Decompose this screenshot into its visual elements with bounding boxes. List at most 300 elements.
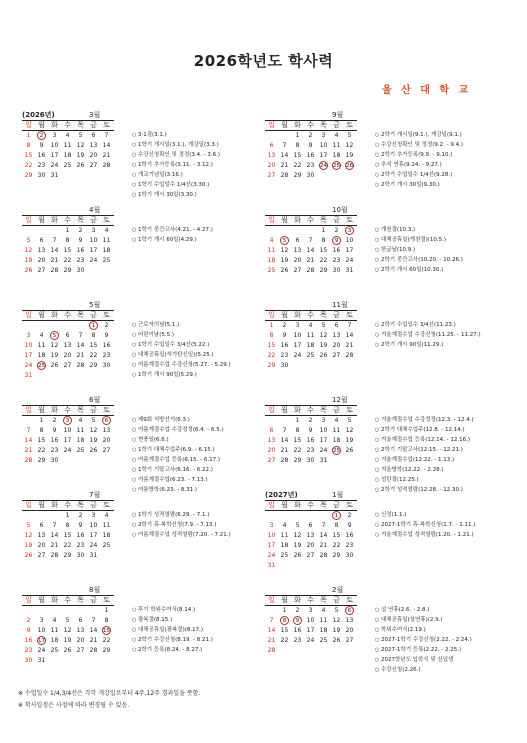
day-number: 31	[37, 657, 46, 664]
day-cell	[278, 151, 291, 161]
week-row	[22, 236, 114, 246]
day-number: 25	[76, 447, 85, 454]
day-cell	[48, 551, 61, 561]
day-number: 6	[65, 332, 70, 339]
weekday-label: 금	[90, 121, 97, 129]
weekday-label: 금	[333, 596, 340, 604]
day-cell	[22, 626, 35, 636]
month-block	[22, 110, 262, 198]
day-cell	[87, 266, 100, 276]
event-item: ○ 2학기 대체수업주(12.8. - 12.14.)	[375, 425, 525, 435]
day-cell	[74, 171, 87, 181]
day-number: 10	[24, 342, 33, 349]
day-number: 22	[280, 637, 289, 644]
day-cell	[265, 141, 278, 151]
day-number: 20	[76, 637, 85, 644]
day-number: 30	[332, 267, 341, 274]
day-cell	[74, 256, 87, 266]
day-cell	[265, 636, 278, 646]
day-cell	[291, 141, 304, 151]
day-number: 2	[26, 617, 31, 624]
day-cell	[343, 541, 356, 551]
day-number: 17	[345, 247, 354, 254]
day-cell	[48, 521, 61, 531]
day-cell	[265, 426, 278, 436]
day-cell	[87, 341, 100, 351]
weekday-label: 월	[281, 406, 288, 414]
day-number: 4	[269, 237, 274, 244]
day-cell	[48, 321, 61, 331]
day-cell	[291, 321, 304, 331]
month-block	[265, 395, 505, 493]
day-cell	[35, 246, 48, 256]
day-number: 26	[293, 552, 302, 559]
day-number: 24	[320, 163, 327, 169]
day-cell	[87, 541, 100, 551]
day-number: 15	[267, 342, 276, 349]
day-cell	[317, 266, 330, 276]
week-row	[265, 626, 357, 636]
day-cell	[87, 361, 100, 371]
day-cell	[343, 446, 356, 456]
event-item: ○ 대체공휴일(광복절)(8.17.)	[132, 625, 282, 635]
day-cell	[22, 161, 35, 171]
day-cell	[304, 246, 317, 256]
day-cell	[87, 636, 100, 646]
day-number: 19	[332, 627, 341, 634]
day-number: 21	[50, 542, 59, 549]
weekday-label: 일	[268, 501, 275, 509]
weekday-label: 월	[38, 596, 45, 604]
weekday-label: 수	[307, 596, 314, 604]
week-row	[265, 131, 357, 141]
event-item: ○ 2학기 수업일수 3/4선(11.23.)	[375, 320, 525, 330]
day-cell	[100, 521, 113, 531]
day-number: 5	[26, 237, 31, 244]
day-number: 29	[102, 647, 111, 654]
day-cell	[48, 656, 61, 666]
day-cell	[304, 646, 317, 656]
weekday-label: 금	[90, 311, 97, 319]
day-cell	[74, 361, 87, 371]
day-cell	[265, 246, 278, 256]
day-number: 17	[267, 542, 276, 549]
day-cell	[61, 646, 74, 656]
day-number: 23	[332, 257, 341, 264]
day-cell	[291, 151, 304, 161]
day-cell	[100, 226, 113, 236]
event-item: ○ 수강신청(2.26.)	[375, 665, 525, 675]
day-number: 31	[319, 457, 328, 464]
day-number: 21	[319, 542, 328, 549]
day-number: 28	[50, 552, 59, 559]
month-block	[265, 585, 505, 673]
month-calendar	[22, 310, 114, 381]
day-cell	[100, 351, 113, 361]
day-cell	[100, 131, 113, 141]
month-header	[265, 490, 505, 500]
month-calendar	[22, 500, 114, 561]
day-number: 22	[63, 542, 72, 549]
day-cell	[35, 606, 48, 616]
day-number: 19	[293, 542, 302, 549]
day-cell	[317, 551, 330, 561]
day-cell	[265, 226, 278, 236]
day-number: 15	[280, 627, 289, 634]
month-header	[22, 110, 262, 120]
day-cell	[22, 141, 35, 151]
university-name: 울 산 대 학 교	[382, 85, 472, 96]
day-cell	[265, 256, 278, 266]
day-number: 6	[345, 606, 354, 615]
day-cell	[330, 606, 343, 616]
event-item: ○ 2학기 휴·복학신청(7.9. - 7.13.)	[132, 520, 282, 530]
day-number: 24	[345, 257, 354, 264]
week-row	[22, 521, 114, 531]
day-cell	[317, 561, 330, 571]
day-cell	[22, 656, 35, 666]
day-cell	[343, 626, 356, 636]
day-cell	[343, 161, 356, 171]
day-number: 20	[306, 542, 315, 549]
day-cell	[278, 161, 291, 171]
week-row	[265, 531, 357, 541]
day-cell	[87, 141, 100, 151]
day-number: 20	[63, 352, 72, 359]
day-cell	[35, 541, 48, 551]
day-number: 19	[319, 342, 328, 349]
week-row	[265, 236, 357, 246]
day-number: 22	[37, 447, 46, 454]
event-item: ○ 여름계절수업 등록(6.15. - 6.17.)	[132, 455, 282, 465]
day-number: 15	[89, 342, 98, 349]
day-cell	[317, 616, 330, 626]
day-cell	[291, 626, 304, 636]
weekday-label: 금	[90, 596, 97, 604]
day-cell	[100, 256, 113, 266]
day-cell	[291, 646, 304, 656]
week-row	[265, 561, 357, 571]
day-cell	[330, 361, 343, 371]
day-number: 7	[321, 522, 326, 529]
weekday-label: 일	[268, 121, 275, 129]
day-cell	[22, 131, 35, 141]
day-cell	[61, 331, 74, 341]
day-cell	[87, 511, 100, 521]
day-number: 9	[52, 427, 57, 434]
day-cell	[278, 341, 291, 351]
day-cell	[317, 226, 330, 236]
day-number: 28	[319, 552, 328, 559]
day-cell	[304, 256, 317, 266]
day-number: 13	[267, 437, 276, 444]
day-cell	[61, 446, 74, 456]
day-number: 18	[332, 152, 341, 159]
week-row	[22, 656, 114, 666]
event-item: ○ 개교기념일(3.16.)	[132, 170, 282, 180]
day-cell	[87, 521, 100, 531]
day-cell	[61, 606, 74, 616]
event-item: ○ 대체공휴일(설연휴)(2.9.)	[375, 615, 525, 625]
week-row	[22, 351, 114, 361]
day-cell	[343, 341, 356, 351]
day-cell	[330, 426, 343, 436]
week-row	[22, 141, 114, 151]
day-cell	[100, 266, 113, 276]
weekday-label: 화	[51, 406, 58, 414]
day-number: 5	[50, 331, 59, 340]
day-number: 30	[37, 172, 46, 179]
event-item: ○ 학위수여식(2.19.)	[375, 625, 525, 635]
day-cell	[48, 426, 61, 436]
day-number: 10	[50, 142, 59, 149]
day-cell	[87, 656, 100, 666]
month-label: 12월	[332, 396, 348, 404]
month-header	[22, 585, 262, 595]
event-item: ○ 1학기 중간고사(4.21. - 4.27.)	[132, 225, 282, 235]
week-row	[22, 636, 114, 646]
day-number: 12	[50, 342, 59, 349]
day-number: 20	[267, 447, 276, 454]
week-row	[22, 256, 114, 266]
day-number: 28	[89, 647, 98, 654]
day-number: 25	[306, 352, 315, 359]
day-number: 24	[267, 552, 276, 559]
day-number: 8	[295, 427, 300, 434]
day-cell	[278, 266, 291, 276]
week-row	[22, 436, 114, 446]
day-number: 7	[91, 617, 96, 624]
day-cell	[48, 226, 61, 236]
weekday-row	[265, 595, 357, 606]
day-number: 15	[293, 152, 302, 159]
day-cell	[100, 171, 113, 181]
day-cell	[291, 616, 304, 626]
weekday-label: 수	[64, 311, 71, 319]
day-cell	[330, 266, 343, 276]
day-cell	[48, 511, 61, 521]
event-item: ○ 설 연휴(2.6. - 2.8.)	[375, 605, 525, 615]
day-cell	[265, 161, 278, 171]
day-cell	[343, 171, 356, 181]
day-number: 11	[76, 427, 85, 434]
event-item: ○ 2학기 중간고사(10.20. - 10.26.)	[375, 255, 525, 265]
day-number: 28	[306, 267, 315, 274]
day-cell	[343, 636, 356, 646]
month-label: 8월	[89, 586, 101, 594]
day-cell	[278, 646, 291, 656]
event-item: ○ 겨울계절수업 수강정정(12.3. - 12.4.)	[375, 415, 525, 425]
day-cell	[278, 321, 291, 331]
day-cell	[317, 141, 330, 151]
month-header	[265, 585, 505, 595]
weekday-label: 화	[294, 311, 301, 319]
day-number: 6	[334, 322, 339, 329]
day-cell	[61, 626, 74, 636]
day-cell	[304, 456, 317, 466]
week-row	[22, 226, 114, 236]
day-number: 7	[26, 427, 31, 434]
weekday-label: 화	[294, 501, 301, 509]
day-number: 18	[102, 247, 111, 254]
day-cell	[35, 646, 48, 656]
day-cell	[278, 331, 291, 341]
week-row	[22, 531, 114, 541]
day-cell	[22, 426, 35, 436]
day-cell	[100, 646, 113, 656]
day-cell	[100, 616, 113, 626]
day-number: 12	[332, 617, 341, 624]
day-number: 8	[295, 142, 300, 149]
day-number: 3	[308, 607, 313, 614]
event-item: ○ 여름계절수업 수강신청(5.27. - 5.29.)	[132, 360, 282, 370]
day-cell	[48, 131, 61, 141]
weekday-label: 화	[51, 121, 58, 129]
day-cell	[22, 446, 35, 456]
day-number: 24	[89, 257, 98, 264]
day-number: 30	[76, 552, 85, 559]
day-cell	[61, 416, 74, 426]
day-number: 21	[76, 352, 85, 359]
day-number: 26	[346, 163, 353, 169]
day-number: 9	[308, 427, 313, 434]
day-cell	[343, 521, 356, 531]
day-cell	[304, 521, 317, 531]
day-cell	[48, 626, 61, 636]
day-number: 10	[267, 532, 276, 539]
day-number: 1	[295, 417, 300, 424]
day-cell	[87, 436, 100, 446]
day-number: 29	[332, 552, 341, 559]
day-cell	[317, 131, 330, 141]
event-list	[132, 605, 282, 655]
day-number: 23	[24, 647, 33, 654]
weekday-label: 토	[346, 596, 353, 604]
day-number: 15	[37, 437, 46, 444]
day-number: 5	[26, 522, 31, 529]
day-number: 17	[24, 352, 33, 359]
week-row	[265, 341, 357, 351]
day-number: 12	[24, 532, 33, 539]
month-calendar	[265, 595, 357, 656]
day-number: 5	[321, 322, 326, 329]
day-number: 6	[269, 427, 274, 434]
day-cell	[100, 446, 113, 456]
day-cell	[343, 416, 356, 426]
day-cell	[35, 656, 48, 666]
day-number: 19	[24, 257, 33, 264]
day-cell	[304, 141, 317, 151]
day-cell	[278, 511, 291, 521]
day-number: 1	[269, 322, 274, 329]
day-number: 27	[345, 637, 354, 644]
day-cell	[100, 531, 113, 541]
day-cell	[278, 226, 291, 236]
day-cell	[304, 561, 317, 571]
weekday-label: 토	[346, 311, 353, 319]
day-cell	[291, 551, 304, 561]
weekday-label: 수	[307, 406, 314, 414]
day-number: 8	[269, 332, 274, 339]
day-number: 29	[293, 457, 302, 464]
day-cell	[317, 151, 330, 161]
event-item: ○ 1학기 개시 60일(4.29.)	[132, 235, 282, 245]
day-cell	[330, 161, 343, 171]
day-cell	[317, 416, 330, 426]
event-item: ○ 2학기 성적열람(12.28. - 12.30.)	[375, 485, 525, 495]
weekday-row	[265, 500, 357, 511]
weekday-label: 일	[268, 596, 275, 604]
day-number: 15	[319, 247, 328, 254]
day-number: 12	[63, 627, 72, 634]
week-row	[265, 426, 357, 436]
day-cell	[278, 436, 291, 446]
week-row	[265, 446, 357, 456]
day-cell	[304, 436, 317, 446]
day-cell	[22, 321, 35, 331]
day-cell	[48, 361, 61, 371]
day-cell	[100, 141, 113, 151]
day-number: 2	[78, 512, 83, 519]
event-item: ○ 개천절(10.3.)	[375, 225, 525, 235]
day-number: 31	[89, 552, 98, 559]
weekday-label: 수	[64, 406, 71, 414]
day-number: 26	[89, 447, 98, 454]
weekday-label: 목	[77, 311, 84, 319]
day-number: 10	[293, 332, 302, 339]
day-cell	[74, 331, 87, 341]
day-cell	[317, 361, 330, 371]
weekday-label: 화	[294, 216, 301, 224]
day-number: 23	[76, 542, 85, 549]
day-cell	[74, 341, 87, 351]
day-cell	[48, 246, 61, 256]
day-cell	[61, 266, 74, 276]
day-cell	[61, 131, 74, 141]
weekday-label: 화	[51, 501, 58, 509]
day-number: 23	[293, 637, 302, 644]
day-cell	[35, 161, 48, 171]
day-cell	[35, 616, 48, 626]
day-cell	[87, 426, 100, 436]
day-number: 10	[319, 427, 328, 434]
event-item: ○ 겨울계절수업(12.22. - 1.13.)	[375, 455, 525, 465]
day-cell	[343, 226, 356, 236]
day-cell	[61, 161, 74, 171]
day-number: 17	[293, 342, 302, 349]
day-number: 4	[104, 512, 109, 519]
day-number: 1	[65, 512, 70, 519]
day-number: 8	[280, 616, 289, 625]
day-cell	[35, 256, 48, 266]
day-number: 5	[334, 607, 339, 614]
day-number: 3	[52, 132, 57, 139]
day-number: 29	[63, 267, 72, 274]
day-cell	[100, 606, 113, 616]
day-cell	[317, 351, 330, 361]
day-cell	[61, 531, 74, 541]
week-row	[22, 551, 114, 561]
day-cell	[304, 541, 317, 551]
day-number: 1	[282, 607, 287, 614]
day-number: 2	[282, 322, 287, 329]
day-number: 22	[24, 162, 33, 169]
day-number: 9	[308, 142, 313, 149]
day-number: 9	[104, 332, 109, 339]
day-number: 7	[282, 427, 287, 434]
event-item: ○ 2학기 개시일(9.1.), 개강일(9.1.)	[375, 130, 525, 140]
day-number: 30	[50, 457, 59, 464]
